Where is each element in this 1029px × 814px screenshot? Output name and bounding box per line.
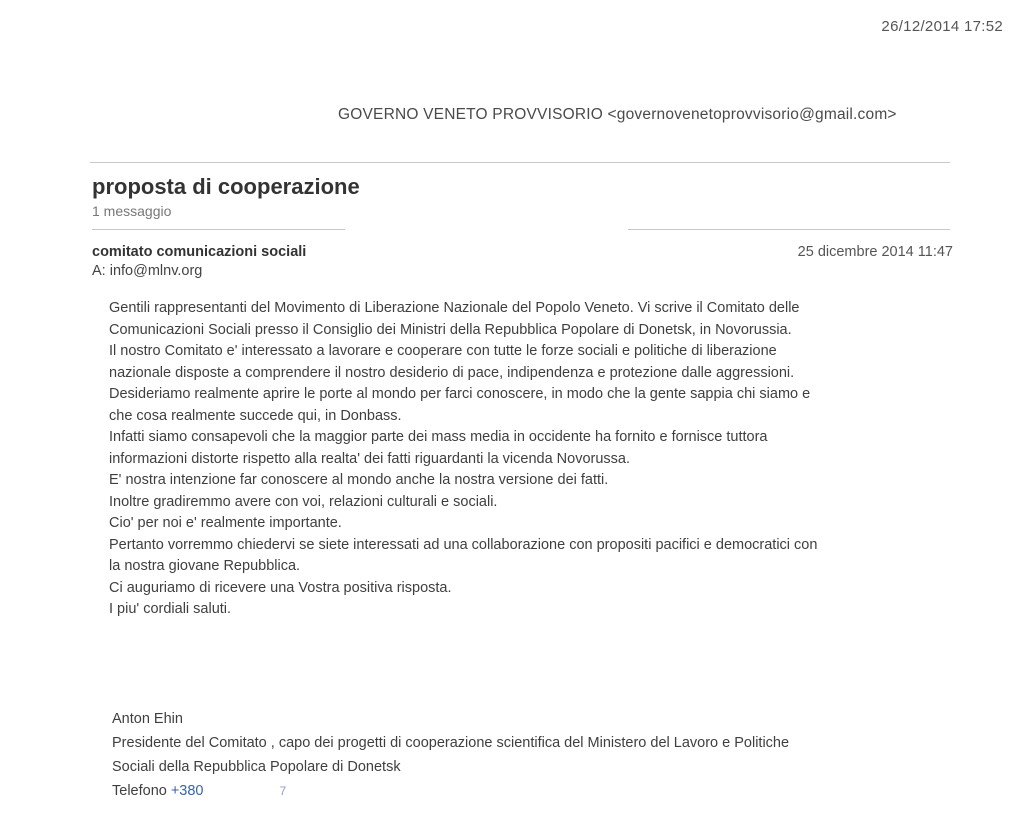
body-line: I piu' cordiali saluti. [109, 601, 232, 617]
signature-role: Sociali della Repubblica Popolare di Donetsk [112, 759, 401, 775]
divider-top [90, 162, 950, 163]
thread-subject: proposta di cooperazione [92, 174, 360, 199]
print-timestamp: 26/12/2014 17:52 [881, 18, 1003, 35]
signature-block [112, 707, 789, 803]
account-header: GOVERNO VENETO PROVVISORIO <governovenetoprovvisorio@gmail.com> [338, 106, 897, 123]
message-date: 25 dicembre 2014 11:47 [797, 244, 953, 260]
message-count: 1 messaggio [92, 203, 172, 219]
body-line: che cosa realmente succede qui, in Donbass. [109, 407, 402, 424]
body-line: E' nostra intenzione far conoscere al mondo anche la nostra versione dei fatti. [109, 472, 609, 488]
sender-name: comitato comunicazioni sociali [92, 244, 307, 260]
body-line: Cio' per noi e' realmente importante. [109, 515, 342, 531]
body-line: la nostra giovane Repubblica. [109, 558, 301, 574]
signature-name: Anton Ehin [112, 711, 183, 727]
body-line: Pertanto vorremmo chiedervi se siete interessati ad una collaborazione con propositi pacifici e democratici con [109, 536, 818, 553]
body-line: Comunicazioni Sociali presso il Consiglio dei Ministri della Repubblica Popolare di Donetsk, in Novorussia. [109, 321, 792, 338]
body-line: nazionale disposte a comprendere il nostro desiderio di pace, indipendenza e protezione dalle aggressioni. [109, 364, 795, 381]
body-line: Ci auguriamo di ricevere una Vostra positiva risposta. [109, 579, 452, 596]
message-body [109, 298, 949, 621]
phone-mark: 7 [279, 784, 287, 798]
body-line: informazioni distorte rispetto alla realta' dei fatti riguardanti la vicenda Novorussa. [109, 450, 631, 467]
body-line: Infatti siamo consapevoli che la maggior parte dei mass media in occidente ha fornito e fornisce tuttora [109, 429, 768, 445]
divider-under-title [92, 229, 345, 230]
signature-role: Presidente del Comitato , capo dei progetti di cooperazione scientifica del Ministero del Lavoro e Politiche [112, 735, 790, 751]
body-line: Il nostro Comitato e' interessato a lavorare e cooperare con tutte le forze sociali e politiche di liberazione [109, 343, 777, 359]
body-line: Desideriamo realmente aprire le porte al mondo per farci conoscere, in modo che la gente sappia chi siamo e [109, 386, 811, 402]
recipient: A: info@mlnv.org [92, 263, 203, 279]
phone-label: Telefono [112, 783, 167, 799]
body-line: Inoltre gradiremmo avere con voi, relazioni culturali e sociali. [109, 493, 498, 510]
signature-phone [112, 779, 789, 803]
body-line: Gentili rappresentanti del Movimento di Liberazione Nazionale del Popolo Veneto. Vi scrive il Comitato delle [109, 300, 800, 316]
phone-link[interactable]: +380 [170, 783, 204, 799]
divider-right [628, 229, 950, 230]
